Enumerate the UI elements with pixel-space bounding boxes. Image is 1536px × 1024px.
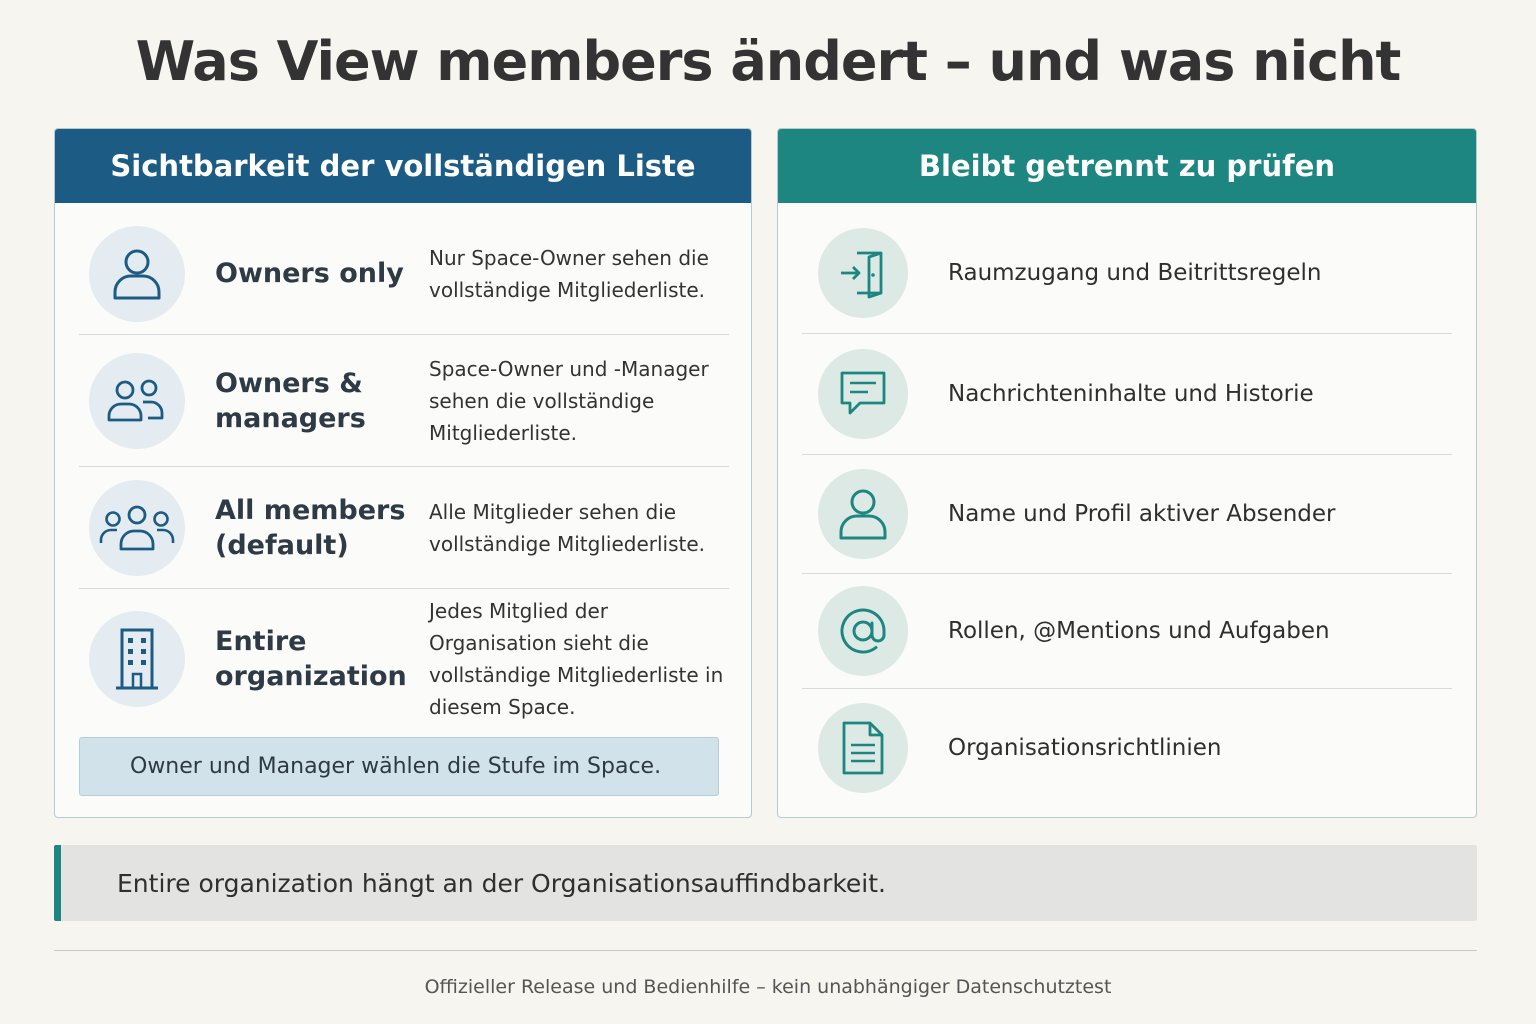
level-name: Owners & managers (215, 367, 366, 434)
level-row-owners-only (79, 213, 729, 335)
level-description: Space-Owner und -Manager sehen die vollständige Mitgliederliste. (429, 356, 709, 445)
level-name: All members (default) (215, 494, 406, 561)
check-row-sender-profile (802, 455, 1452, 574)
visibility-levels-panel (54, 128, 752, 818)
level-description: Alle Mitglieder sehen die vollständige Mitgliederliste. (429, 499, 706, 556)
check-label: Organisationsrichtlinien (948, 735, 1222, 761)
check-label: Raumzugang und Beitrittsregeln (948, 260, 1322, 286)
page-title: Was View members ändert – und was nicht (135, 30, 1401, 93)
document-icon (818, 703, 908, 793)
door-enter-icon (818, 228, 908, 318)
level-name: Entire organization (215, 626, 407, 692)
chat-bubble-icon (818, 349, 908, 439)
level-row-entire-organization (79, 589, 729, 729)
separate-checks-panel (777, 128, 1477, 818)
check-label: Nachrichteninhalte und Historie (948, 381, 1314, 407)
check-row-org-policies (802, 689, 1452, 807)
panel-header-separate-checks: Bleibt getrennt zu prüfen (778, 129, 1476, 203)
level-description: Jedes Mitglied der Organisation sieht die vollständige Mitgliederliste in diesem Space. (429, 599, 724, 719)
divider (54, 950, 1477, 951)
level-name: Owners only (215, 258, 404, 289)
level-description: Nur Space-Owner sehen die vollständige Mitgliederliste. (429, 245, 709, 302)
level-row-all-members (79, 467, 729, 589)
check-row-room-access (802, 213, 1452, 334)
level-row-owners-managers (79, 335, 729, 467)
person-icon (89, 226, 185, 322)
level-selection-note: Owner und Manager wählen die Stufe im Space. (79, 737, 719, 796)
check-row-roles-mentions (802, 574, 1452, 689)
source-line: Offizieller Release und Bedienhilfe – kein unabhängiger Datenschutztest (424, 976, 1112, 998)
building-icon (89, 611, 185, 707)
discoverability-note: Entire organization hängt an der Organisationsauffindbarkeit. (54, 845, 1477, 921)
person-icon (818, 469, 908, 559)
check-row-message-content (802, 334, 1452, 455)
group-icon (89, 480, 185, 576)
check-label: Rollen, @Mentions und Aufgaben (948, 618, 1330, 644)
check-label: Name und Profil aktiver Absender (948, 501, 1336, 527)
panel-header-visibility: Sichtbarkeit der vollständigen Liste (55, 129, 751, 203)
two-people-icon (89, 353, 185, 449)
at-sign-icon (818, 586, 908, 676)
